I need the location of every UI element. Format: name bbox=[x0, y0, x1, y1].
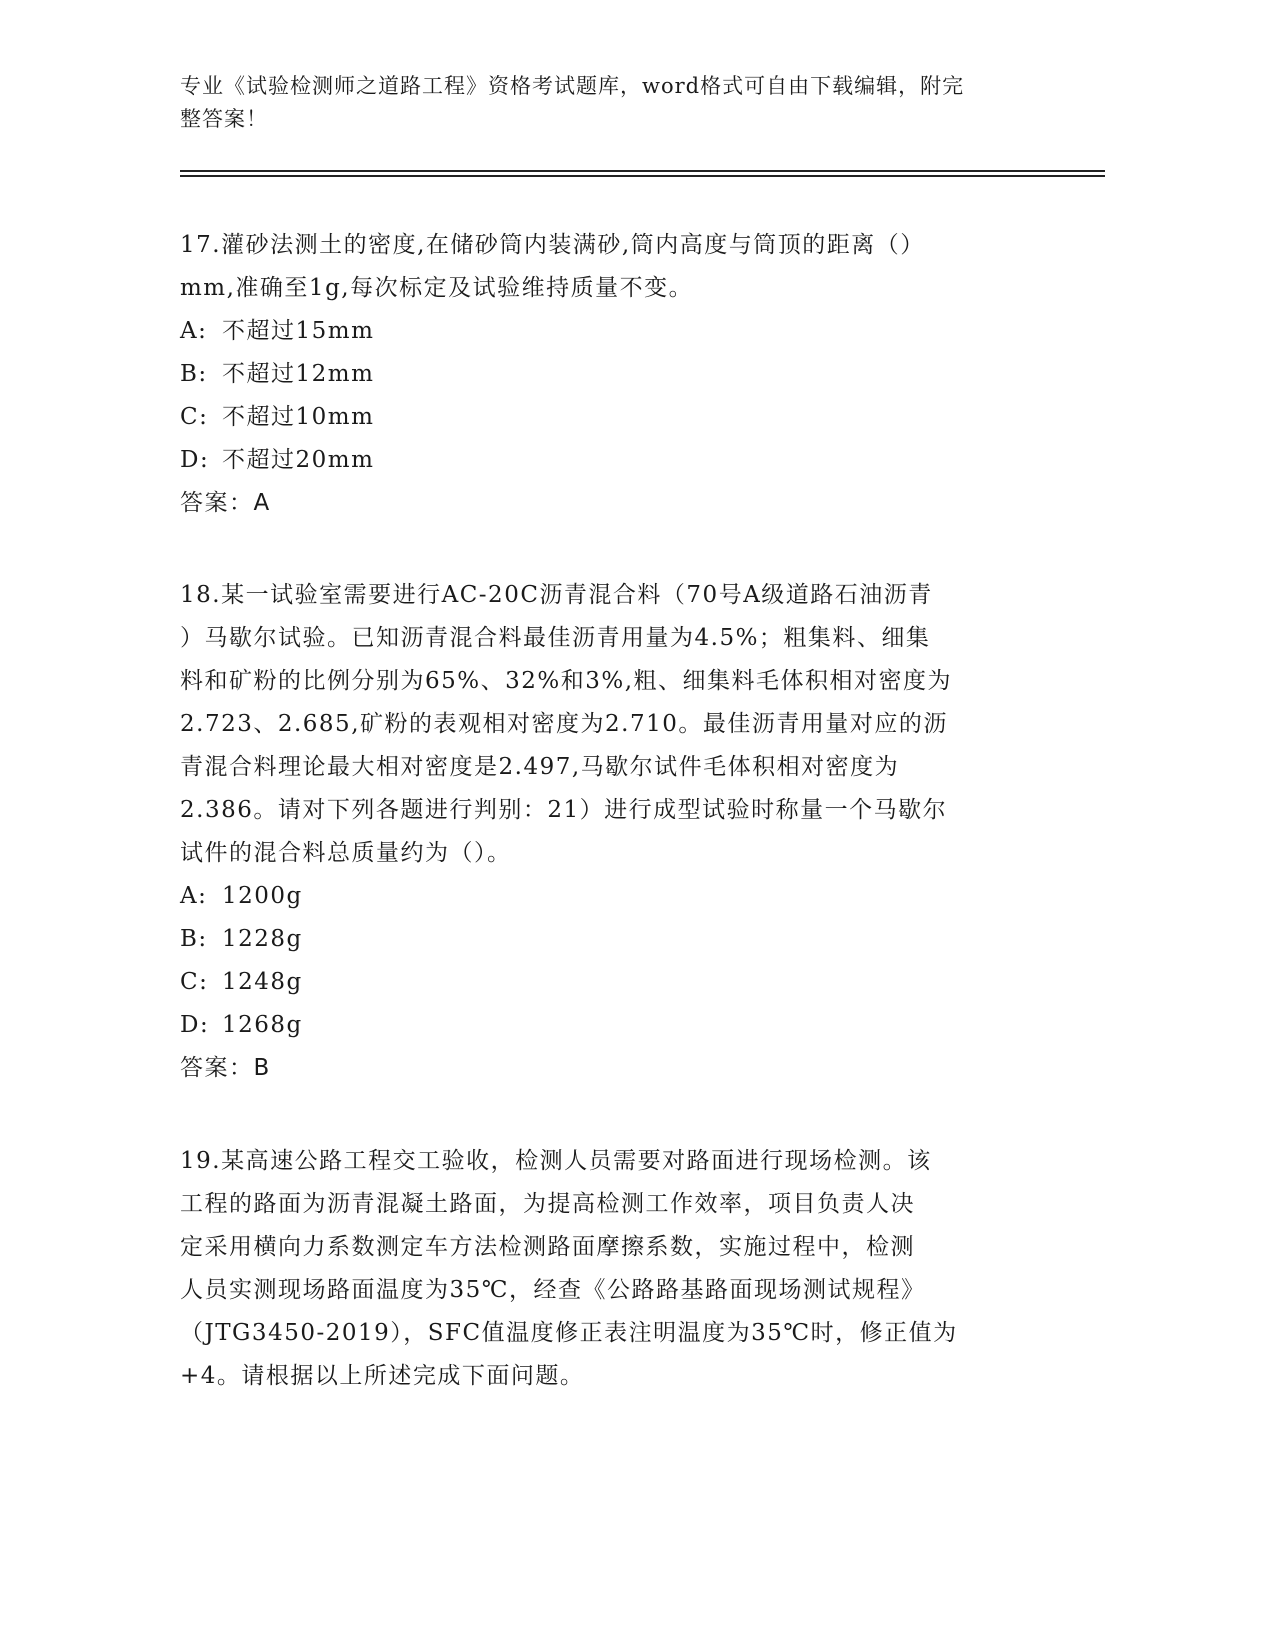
question-text-line: ）马歇尔试验。已知沥青混合料最佳沥青用量为4.5%；粗集料、细集 bbox=[180, 625, 931, 651]
option-label: A: bbox=[180, 883, 208, 909]
option-label: A: bbox=[180, 318, 208, 344]
question-text-line: 料和矿粉的比例分别为65%、32%和3%,粗、细集料毛体积相对密度为 bbox=[180, 668, 953, 694]
option-text: 不超过10mm bbox=[222, 404, 375, 430]
option-text: 1268g bbox=[222, 1012, 303, 1038]
option-c bbox=[180, 961, 1030, 1004]
answer-line: 答案：B bbox=[180, 1055, 271, 1081]
header-divider-bottom bbox=[180, 175, 1105, 177]
option-label: B: bbox=[180, 361, 208, 387]
question-text-line: 19.某高速公路工程交工验收，检测人员需要对路面进行现场检测。该 bbox=[180, 1148, 932, 1174]
option-b bbox=[180, 353, 1030, 396]
option-label: C: bbox=[180, 404, 209, 430]
question-text-line: 试件的混合料总质量约为（）。 bbox=[180, 840, 512, 866]
question-text-line: 2.386。请对下列各题进行判别：21）进行成型试验时称量一个马歇尔 bbox=[180, 797, 948, 823]
option-text: 不超过15mm bbox=[222, 318, 375, 344]
question-text-line: 人员实测现场路面温度为35℃，经查《公路路基路面现场测试规程》 bbox=[180, 1277, 926, 1303]
option-a bbox=[180, 310, 1030, 353]
question-17 bbox=[180, 224, 1030, 525]
option-text: 1200g bbox=[222, 883, 303, 909]
question-text-line: 青混合料理论最大相对密度是2.497,马歇尔试件毛体积相对密度为 bbox=[180, 754, 900, 780]
question-text-line: 工程的路面为沥青混凝土路面，为提高检测工作效率，项目负责人决 bbox=[180, 1191, 915, 1217]
question-text-line: mm,准确至1g,每次标定及试验维持质量不变。 bbox=[180, 275, 694, 301]
option-b bbox=[180, 918, 1030, 961]
option-a bbox=[180, 875, 1030, 918]
page-header bbox=[180, 70, 1030, 136]
option-label: D: bbox=[180, 447, 210, 473]
question-text-line: 定采用横向力系数测定车方法检测路面摩擦系数，实施过程中，检测 bbox=[180, 1234, 915, 1260]
header-divider-top bbox=[180, 170, 1105, 172]
question-text-line: 2.723、2.685,矿粉的表观相对密度为2.710。最佳沥青用量对应的沥 bbox=[180, 711, 948, 737]
option-c bbox=[180, 396, 1030, 439]
option-label: B: bbox=[180, 926, 208, 952]
question-18 bbox=[180, 574, 1030, 1090]
header-line-2: 整答案！ bbox=[180, 107, 268, 131]
option-d bbox=[180, 439, 1030, 482]
header-line-1: 专业《试验检测师之道路工程》资格考试题库，word格式可自由下载编辑，附完 bbox=[180, 74, 965, 98]
option-text: 1228g bbox=[222, 926, 303, 952]
option-d bbox=[180, 1004, 1030, 1047]
option-label: D: bbox=[180, 1012, 210, 1038]
option-text: 不超过12mm bbox=[222, 361, 375, 387]
question-text-line: （JTG3450-2019），SFC值温度修正表注明温度为35℃时，修正值为 bbox=[180, 1320, 958, 1346]
question-text-line: 18.某一试验室需要进行AC-20C沥青混合料（70号A级道路石油沥青 bbox=[180, 582, 933, 608]
question-19 bbox=[180, 1140, 1030, 1398]
option-text: 不超过20mm bbox=[222, 447, 375, 473]
question-text-line: +4。请根据以上所述完成下面问题。 bbox=[180, 1363, 585, 1389]
option-label: C: bbox=[180, 969, 209, 995]
question-text-line: 17.灌砂法测土的密度,在储砂筒内装满砂,筒内高度与筒顶的距离（） bbox=[180, 232, 925, 258]
option-text: 1248g bbox=[222, 969, 303, 995]
answer-line: 答案：A bbox=[180, 490, 271, 516]
